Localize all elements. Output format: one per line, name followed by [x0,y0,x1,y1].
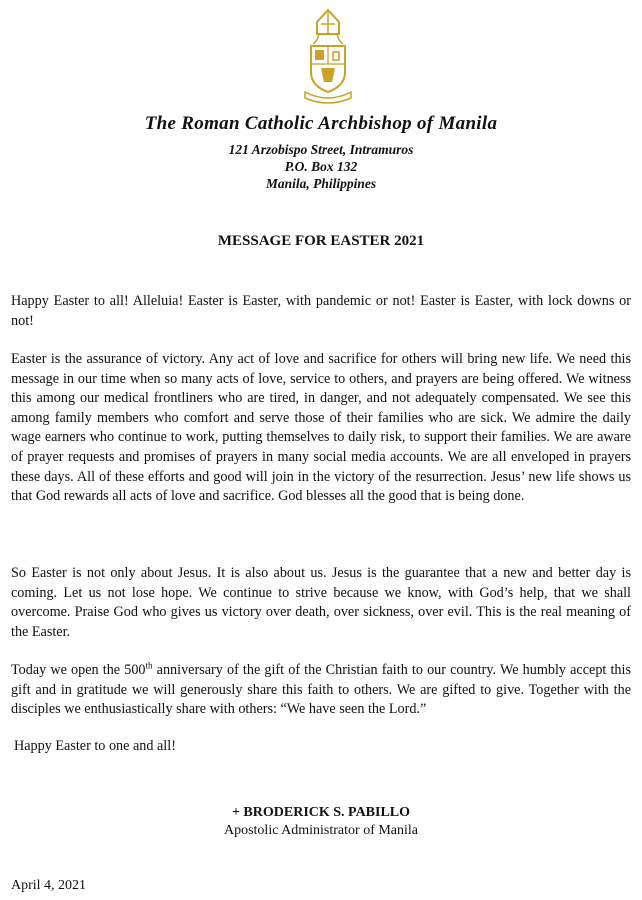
letterhead-address-pobox: P.O. Box 132 [284,159,358,174]
anniversary-text-start: Today we open the 500 [11,662,146,678]
paragraph-victory: Easter is the assurance of victory. Any act of love and sacrifice for others will bring new life. We need this message in our time when so many acts of love, service to others, and prayers are being offered. We witness this among our medical frontliners who are tired, in danger, and not adequately compensated. We see this among family members who comfort and serve those of their families who are sick. We admire the daily wage earners who continue to work, putting themselves to daily risk, to support their families. We are aware of prayer requests and promises of prayers in many social media accounts. We are all enveloped in prayers these days. All of these efforts and good will join in the victory of the resurrection. Jesus’ new life shows us that God rewards all acts of love and sacrifice. God blesses all the good that is being done. [11,351,631,505]
paragraph-anniversary [11,661,631,720]
letterhead-address-street: 121 Arzobispo Street, Intramuros [228,142,414,157]
message-title: MESSAGE FOR EASTER 2021 [217,233,425,249]
document-date: April 4, 2021 [11,878,87,893]
signatory-role: Apostolic Administrator of Manila [223,823,419,838]
anniversary-text-end: anniversary of the gift of the Christian faith to our country. We humbly accept this gift and in gratitude we will generously share this faith to others. We are gifted to give. Together with the disciples we enthusiastically share with others: “We have seen the Lord.” [11,662,631,718]
letterhead-title: The Roman Catholic Archbishop of Manila [144,113,498,134]
paragraph-greeting: Happy Easter to all! Alleluia! Easter is Easter, with pandemic or not! Easter is Easter, with lock downs or not! [11,293,631,329]
paragraph-closing: Happy Easter to one and all! [14,738,176,754]
letterhead-address-city: Manila, Philippines [265,176,377,191]
signatory-name: + BRODERICK S. PABILLO [231,805,411,820]
paragraph-meaning: So Easter is not only about Jesus. It is also about us. Jesus is the guarantee that a new and better day is coming. Let us not lose hope. We continue to strive because we know, with God’s help, that we shall overcome. Praise God who gives us victory over death, over sickness, over evil. This is the real meaning of the Easter. [11,565,631,640]
ordinal-suffix: th [145,660,153,671]
archdiocese-crest-icon [299,8,357,106]
